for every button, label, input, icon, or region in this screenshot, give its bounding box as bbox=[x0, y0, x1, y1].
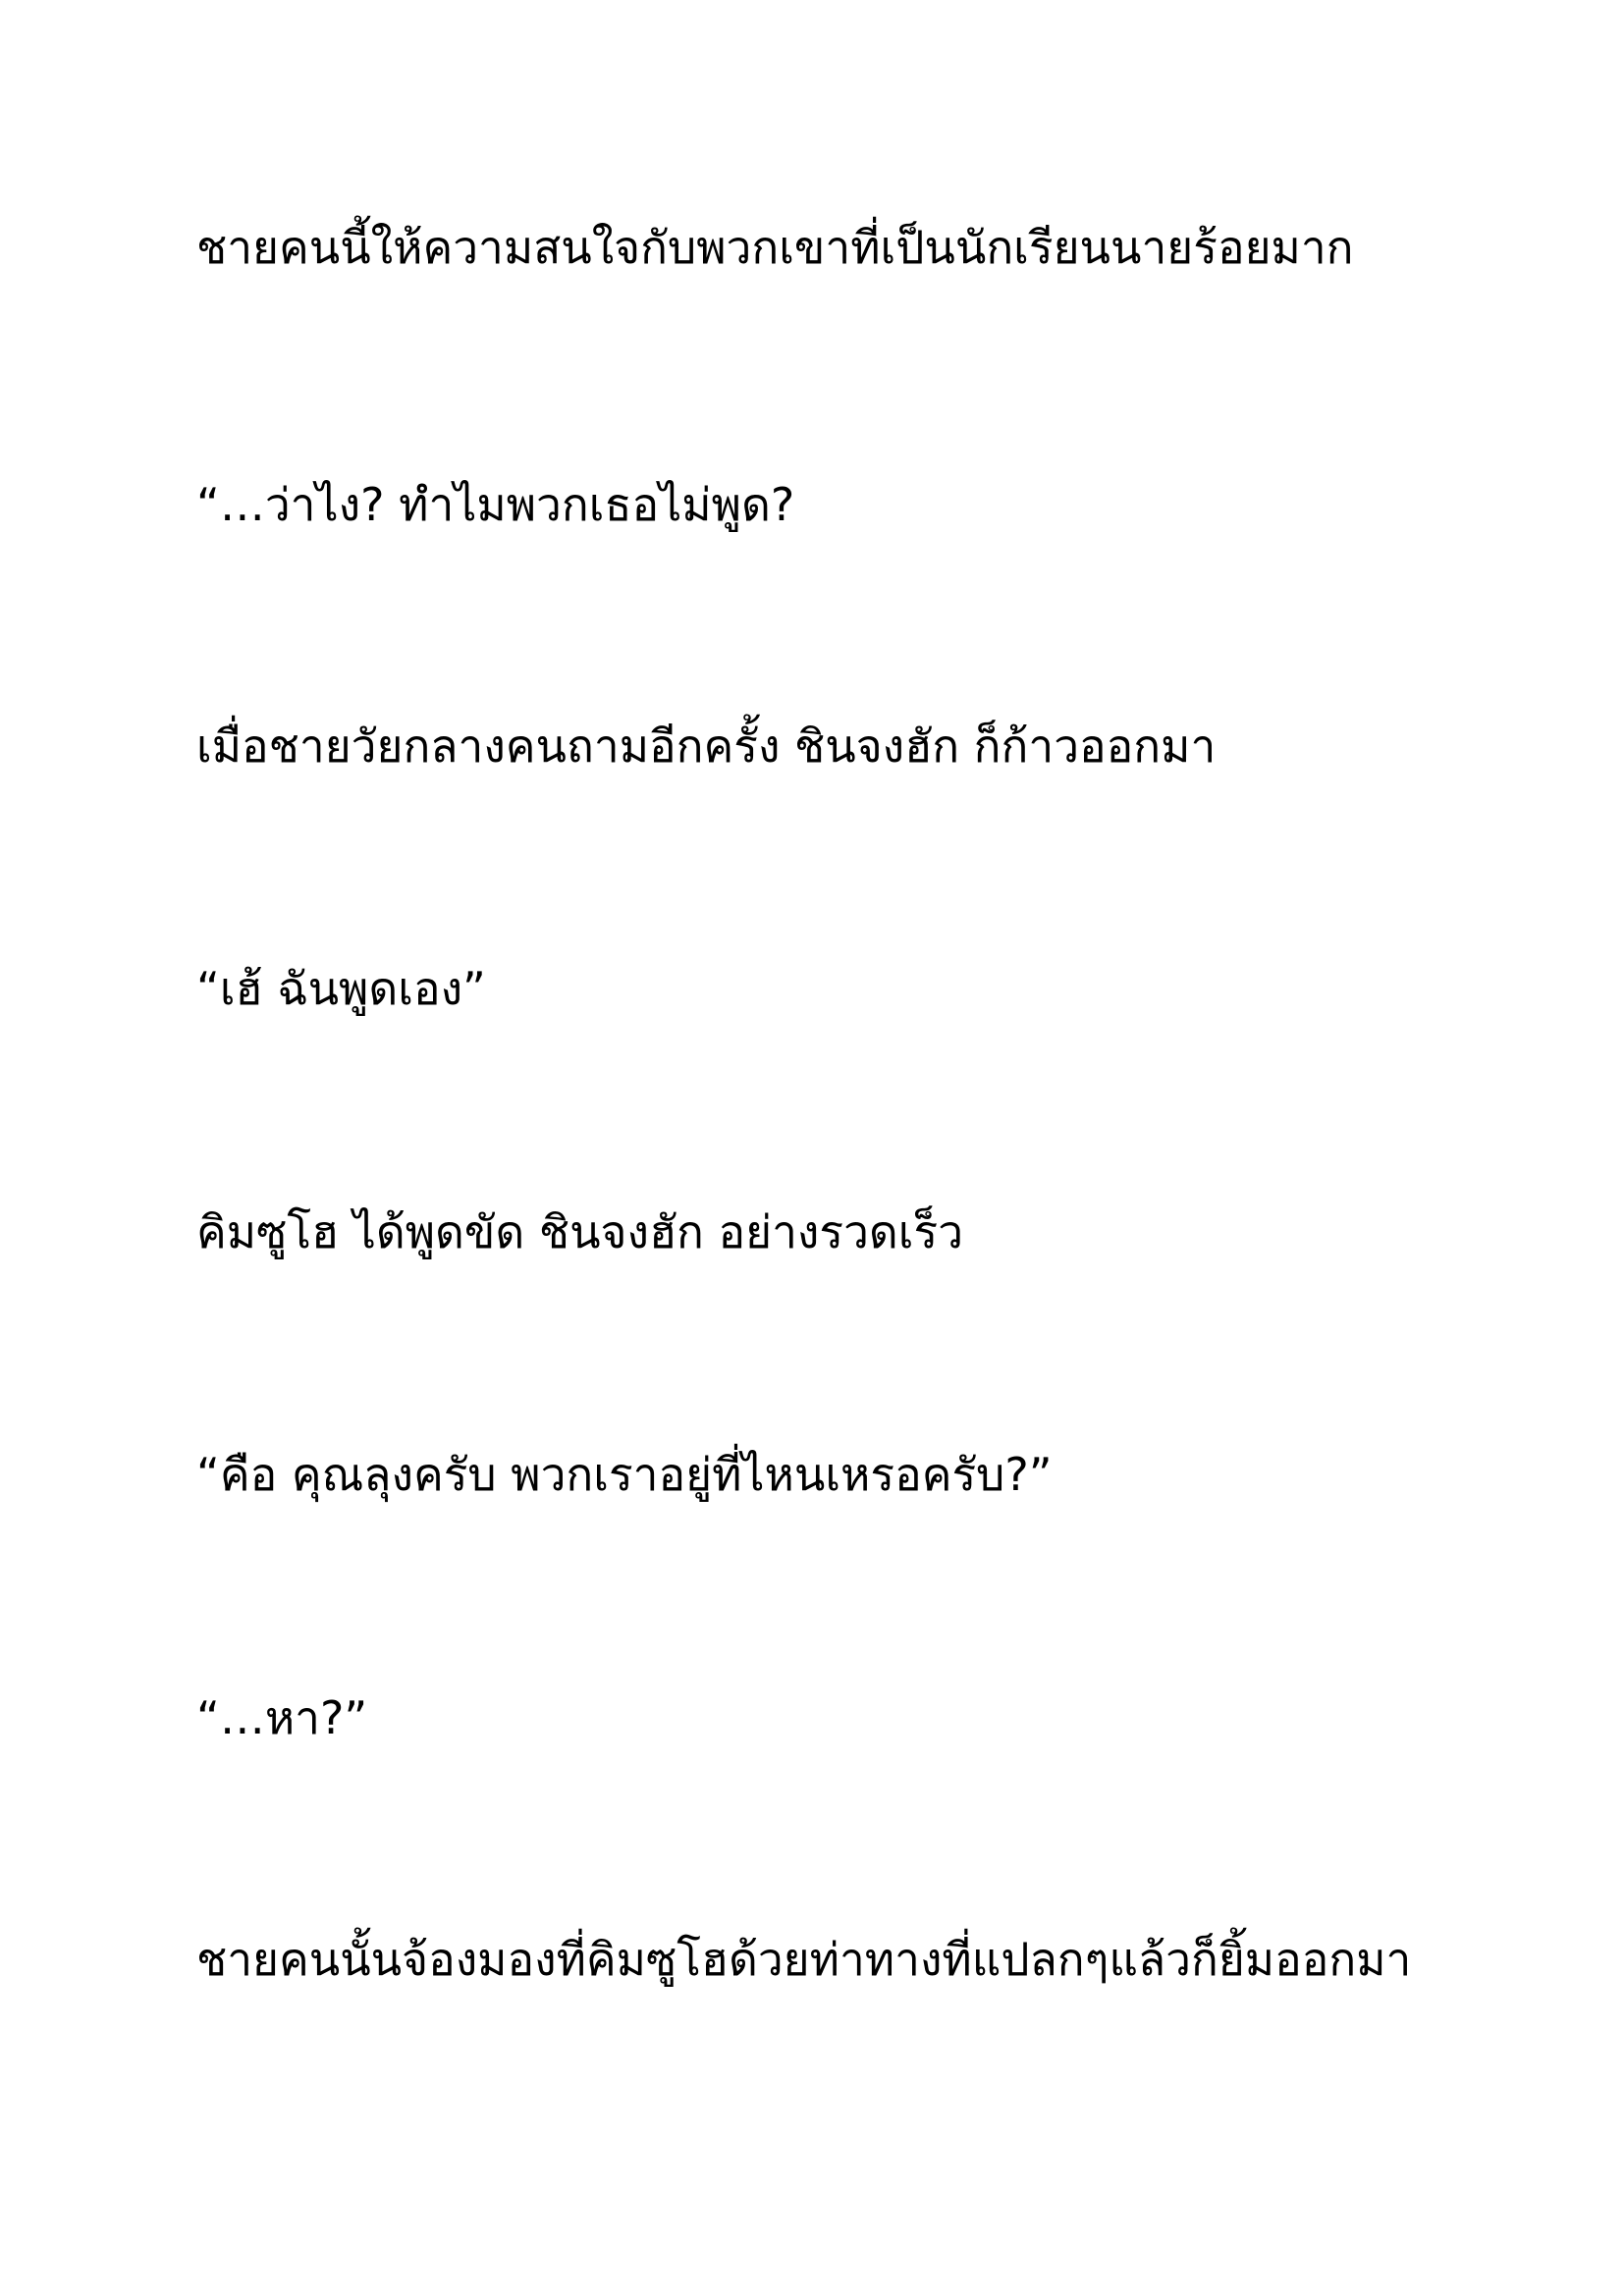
paragraph-6: “คือ คุณลุงครับ พวกเราอยู่ที่ไหนเหรอครับ?” bbox=[196, 1448, 1053, 1501]
paragraph-2: “…ว่าไง? ทำไมพวกเธอไม่พูด? bbox=[196, 478, 795, 531]
paragraph-3: เมื่อชายวัยกลางคนถามอีกครั้ง ชินจงฮัก ก็ก้าวออกมา bbox=[196, 720, 1217, 773]
paragraph-8: ชายคนนั้นจ้องมองที่คิมซูโฮด้วยท่าทางที่แปลกๆแล้วก็ยิ้มออกมา bbox=[196, 1933, 1412, 1986]
paragraph-1: ชายคนนี้ให้ความสนใจกับพวกเขาที่เป็นนักเรียนนายร้อยมาก bbox=[196, 221, 1354, 274]
paragraph-7: “…หา?” bbox=[196, 1691, 368, 1744]
paragraph-5: คิมซูโฮ ได้พูดขัด ชินจงฮัก อย่างรวดเร็ว bbox=[196, 1205, 964, 1258]
paragraph-4: “เฮ้ ฉันพูดเอง” bbox=[196, 962, 486, 1015]
